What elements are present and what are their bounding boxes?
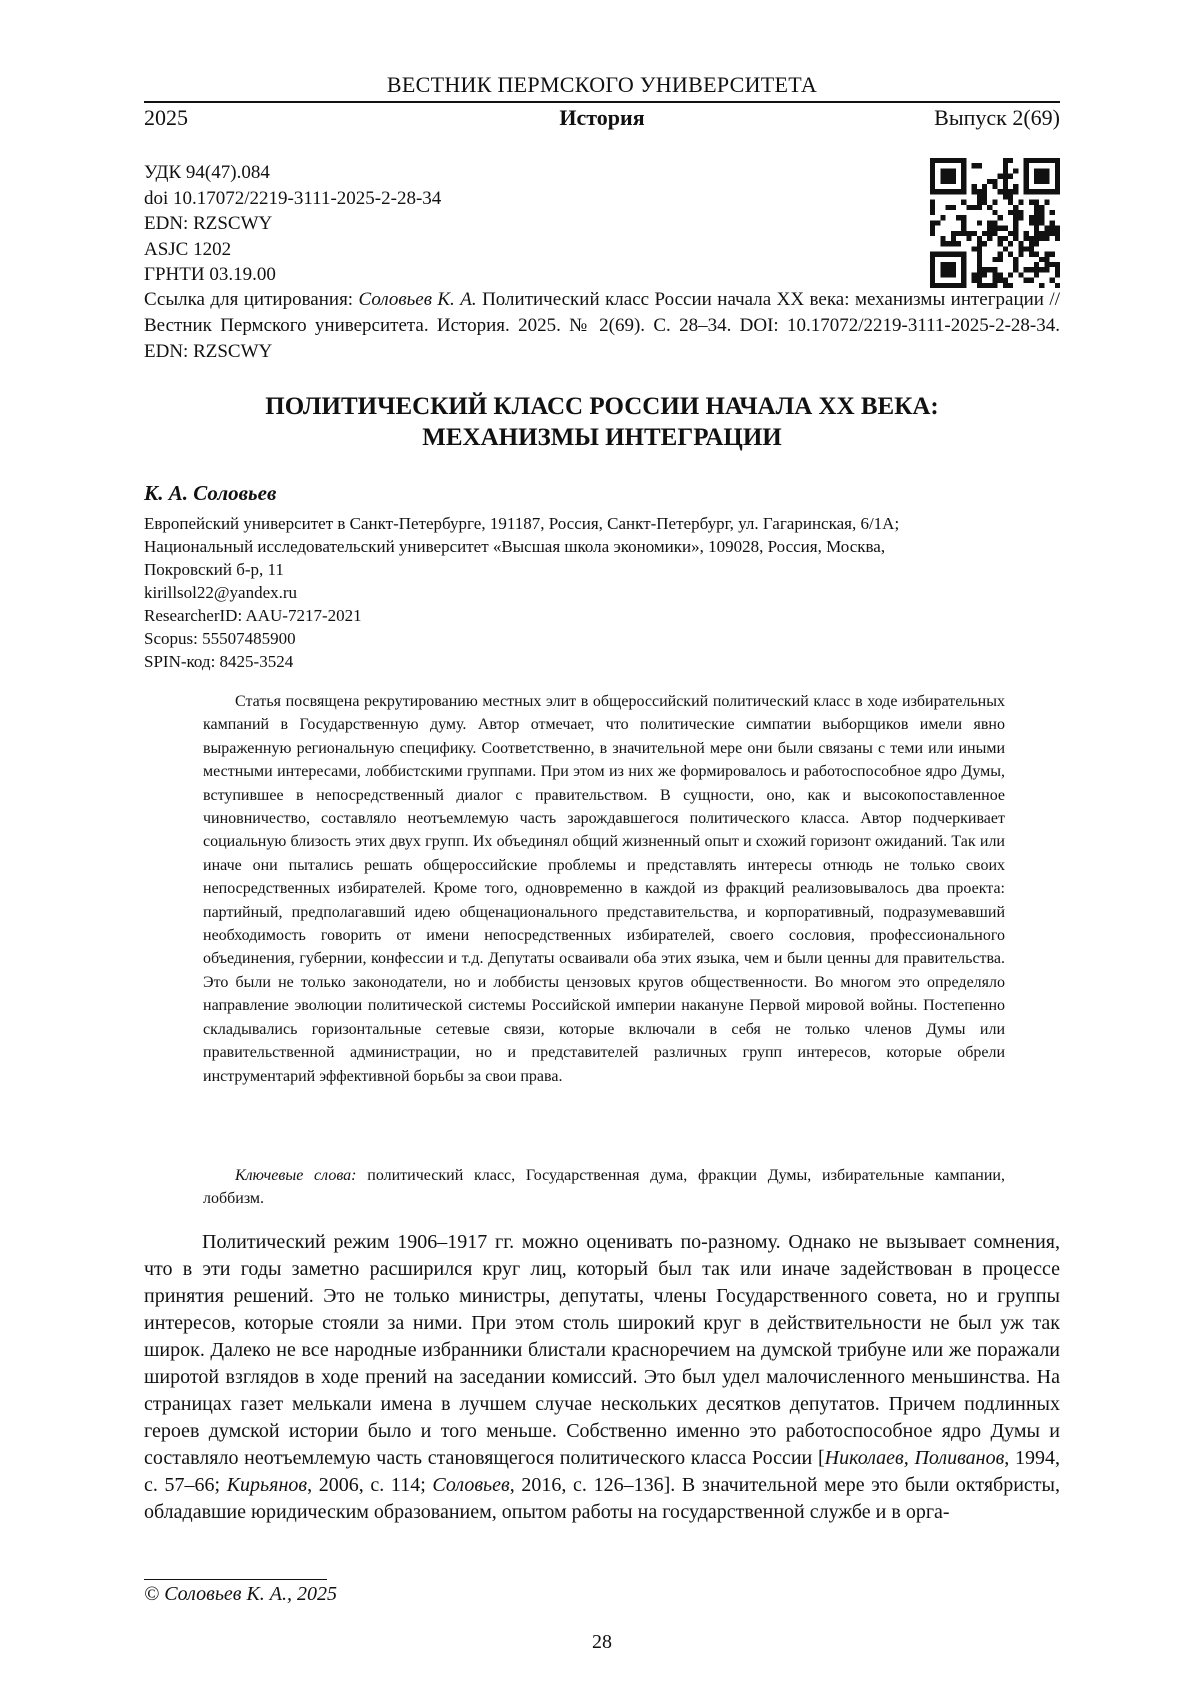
header-issue: Выпуск 2(69) <box>934 105 1060 131</box>
citation <box>144 287 1060 365</box>
author-email[interactable]: kirillsol22@yandex.ru <box>144 581 1060 604</box>
body-text-span: , 2006, с. 114; <box>307 1474 432 1496</box>
asjc: ASJC 1202 <box>144 237 441 263</box>
page-number: 28 <box>144 1631 1060 1654</box>
title-line-2: МЕХАНИЗМЫ ИНТЕГРАЦИИ <box>144 422 1060 453</box>
reference-author: Николаев, Поливанов <box>825 1447 1005 1469</box>
body-paragraph <box>144 1229 1060 1526</box>
affiliation-line: Покровский б-р, 11 <box>144 558 1060 581</box>
citation-rest: Политический класс России начала XX века: механизмы интеграции // Вестник Пермского университета. История. 2025. № 2(69). С. 28–34. DOI: 10.17072/2219-3111-2025-2-28-34. EDN: RZSCWY <box>144 289 1060 362</box>
body-text-span: Политический режим 1906–1917 гг. можно оценивать по-разному. Однако не вызывает сомнения, что в эти годы заметно расширился круг лиц, который был так или иначе задействован в процессе принятия решений. Это не только министры, депутаты, члены Государственного совета, но и группы интересов, которые стояли за ними. При этом столь широкий круг в действительности не был уж так широк. Далеко не все народные избранники блистали красноречием на думской трибуне или же поражали широтой взглядов в ходе прений на заседании комиссий. Это был удел малочисленного меньшинства. На страницах газет мелькали имена в лучшем случае нескольких десятков депутатов. Причем подлинных героев думской истории было и того меньше. Собственно именно это работоспособное ядро Думы и составляло неотъемлемую часть становящегося политического класса России [ <box>144 1231 1060 1469</box>
edn: EDN: RZSCWY <box>144 211 441 237</box>
researcher-id: ResearcherID: AAU-7217-2021 <box>144 604 1060 627</box>
citation-author: Соловьев К. А. <box>359 289 477 310</box>
affiliation-line: Национальный исследовательский университет «Высшая школа экономики», 109028, Россия, Москва, <box>144 535 1060 558</box>
article-page <box>0 0 1200 1697</box>
author-name: К. А. Соловьев <box>144 481 276 506</box>
reference-author: Соловьев <box>432 1474 509 1496</box>
article-title <box>144 391 1060 453</box>
keywords-text: политический класс, Государственная дума, фракции Думы, избирательные кампании, лоббизм. <box>203 1167 1005 1207</box>
spin-code: SPIN-код: 8425-3524 <box>144 650 1060 673</box>
article-identifiers <box>144 160 441 288</box>
body-text-span: , 1994, с. 57–66; <box>144 1447 1060 1496</box>
udc-code: УДК 94(47).084 <box>144 160 441 186</box>
doi: doi 10.17072/2219-3111-2025-2-28-34 <box>144 186 441 212</box>
qr-code-icon <box>930 158 1060 288</box>
header-section: История <box>144 105 1060 131</box>
grnti: ГРНТИ 03.19.00 <box>144 262 441 288</box>
header-rule <box>144 101 1060 103</box>
header-year: 2025 <box>144 105 188 131</box>
copyright-footnote: © Соловьев К. А., 2025 <box>144 1583 337 1606</box>
author-affiliation <box>144 512 1060 673</box>
body-text-span: , 2016, с. 126–136]. В значительной мере это были октябристы, обладавшие юридическим образованием, опытом работы на государственной службе и в орга- <box>144 1474 1060 1523</box>
keywords-label: Ключевые слова: <box>235 1167 357 1184</box>
keywords <box>203 1164 1005 1211</box>
reference-author: Кирьянов <box>227 1474 307 1496</box>
title-line-1: ПОЛИТИЧЕСКИЙ КЛАСС РОССИИ НАЧАЛА XX ВЕКА: <box>144 391 1060 422</box>
footnote-rule <box>144 1579 327 1580</box>
scopus-id: Scopus: 55507485900 <box>144 627 1060 650</box>
abstract: Статья посвящена рекрутированию местных элит в общероссийский политический класс в ходе избирательных кампаний в Государственную думу. Автор отмечает, что политические симпатии выборщиков имели явно выраженную региональную специфику. Соответственно, в значительной мере они были связаны с теми или иными местными интересами, лоббистскими группами. При этом из них же формировалось и работоспособное ядро Думы, вступившее в непосредственный диалог с правительством. В сущности, оно, как и высокопоставленное чиновничество, составляло неотъемлемую часть зарождавшегося политического класса. Автор подчеркивает социальную близость этих двух групп. Их объединял общий жизненный опыт и схожий горизонт ожиданий. Так или иначе они пытались решать общероссийские проблемы и представлять интересы отнюдь не только своих непосредственных избирателей. Кроме того, одновременно в каждой из фракций реализовывалось два проекта: партийный, предполагавший идею общенационального представительства, и корпоративный, подразумевавший необходимость говорить от имени непосредственных избирателей, своего сословия, профессионального объединения, губернии, конфессии и т.д. Депутаты осваивали оба этих языка, чем и были ценны для правительства. Это были не только законодатели, но и лоббисты цензовых кругов общественности. Во многом это определяло направление эволюции политической системы Российской империи накануне Первой мировой войны. Постепенно складывались горизонтальные сетевые связи, которые включали в себя не только членов Думы или правительственной администрации, но и представителей различных групп интересов, которые обрели инструментарий эффективной борьбы за свои права. <box>203 690 1005 1088</box>
journal-title: ВЕСТНИК ПЕРМСКОГО УНИВЕРСИТЕТА <box>144 72 1060 98</box>
header-row <box>144 105 1060 133</box>
citation-prefix: Ссылка для цитирования: <box>144 289 359 310</box>
affiliation-line: Европейский университет в Санкт-Петербурге, 191187, Россия, Санкт-Петербург, ул. Гагаринская, 6/1А; <box>144 512 1060 535</box>
